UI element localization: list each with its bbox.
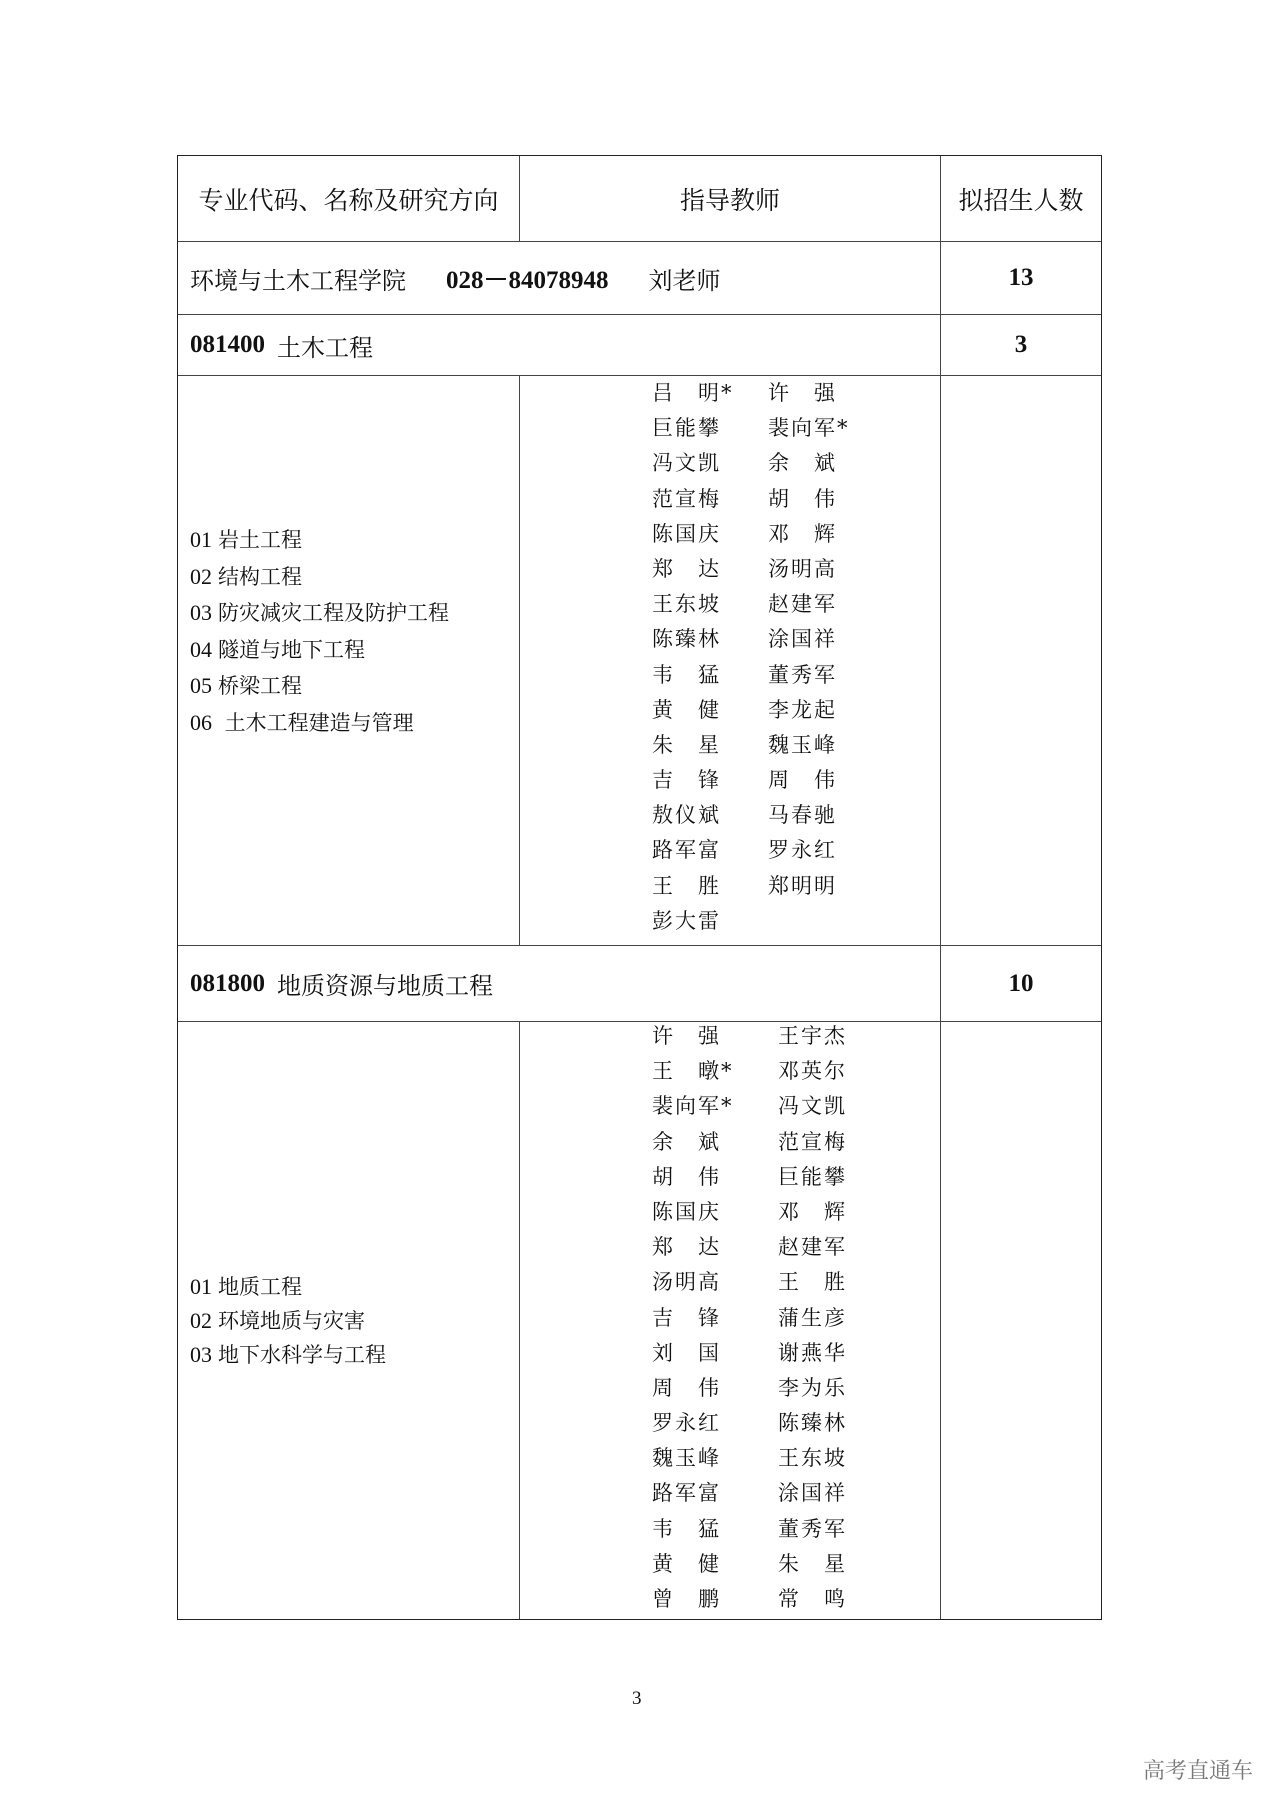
watermark: 高考直通车	[1143, 1759, 1254, 1784]
advisor-name: 马春驰	[768, 803, 837, 828]
advisor-row	[652, 1301, 847, 1336]
advisor-name: 常 鸣	[778, 1587, 847, 1611]
advisor-name: 董秀军	[768, 662, 837, 687]
direction-number: 04	[190, 636, 212, 662]
advisor-name: 朱 星	[652, 732, 721, 757]
advisor-name: 冯文凯	[778, 1094, 847, 1119]
advisor-name: 蒲生彦	[778, 1305, 847, 1330]
advisor-name: 王东坡	[652, 592, 721, 617]
direction-name: 岩土工程	[218, 528, 302, 552]
advisors-cell	[519, 1022, 940, 1619]
advisor-name: 汤明高	[652, 1270, 721, 1295]
advisor-row	[652, 1125, 847, 1160]
advisor-name: 胡 伟	[768, 486, 837, 511]
research-direction	[190, 595, 449, 632]
directions-cell	[178, 1022, 519, 1619]
advisor-name: 韦 猛	[652, 1516, 721, 1541]
advisor-name: 刘 国	[652, 1340, 721, 1365]
advisor-row	[652, 693, 850, 728]
advisor-name: 郑 达	[652, 556, 721, 581]
advisor-name: 许 强	[652, 1024, 721, 1048]
advisor-name: 王 暾*	[652, 1059, 734, 1084]
advisor-name: 王宇杰	[778, 1024, 847, 1048]
advisor-name: 曾 鹏	[652, 1587, 721, 1611]
header-major: 专业代码、名称及研究方向	[198, 185, 499, 215]
advisor-name: 吉 锋	[652, 768, 721, 793]
advisor-row	[652, 798, 850, 833]
advisor-name: 王东坡	[778, 1446, 847, 1471]
advisor-name: 朱 星	[778, 1551, 847, 1576]
advisor-name: 涂国祥	[768, 627, 837, 652]
advisor-name: 巨能攀	[652, 416, 721, 441]
research-direction	[190, 559, 449, 596]
advisor-name: 邓 辉	[778, 1199, 847, 1224]
research-direction	[190, 1304, 386, 1338]
college-name: 环境与土木工程学院	[190, 266, 406, 295]
header-advisors: 指导教师	[519, 156, 940, 241]
advisor-row	[652, 1441, 847, 1476]
page-number: 3	[632, 1688, 642, 1709]
college-info	[178, 242, 940, 314]
advisor-name: 陈国庆	[652, 1199, 721, 1224]
advisor-name: 路军富	[652, 838, 721, 863]
advisor-name: 巨能攀	[778, 1164, 847, 1189]
advisor-name: 魏玉峰	[768, 732, 837, 757]
count-cell-empty	[940, 376, 1101, 945]
advisor-name: 吕 明*	[652, 381, 734, 405]
major-row-geology	[178, 946, 1101, 1022]
advisor-row	[652, 517, 850, 552]
research-direction	[190, 1270, 386, 1304]
advisor-row	[652, 1230, 847, 1265]
advisor-row	[652, 1336, 847, 1371]
count-cell-empty	[940, 1022, 1101, 1619]
advisor-row	[652, 1406, 847, 1441]
direction-name: 地下水科学与工程	[218, 1343, 386, 1367]
advisor-name: 余 斌	[652, 1129, 721, 1154]
direction-name: 结构工程	[218, 564, 302, 589]
advisor-row	[652, 1265, 847, 1300]
advisor-row	[652, 833, 850, 868]
advisor-name: 陈臻林	[652, 627, 721, 652]
advisor-name: 冯文凯	[652, 451, 721, 476]
major-code: 081800	[190, 969, 265, 997]
advisor-row	[652, 1371, 847, 1406]
table-header-row	[178, 156, 1101, 242]
direction-number: 03	[190, 1342, 212, 1367]
advisor-name: 邓 辉	[768, 521, 837, 546]
advisor-row	[652, 1547, 847, 1582]
advisor-row	[652, 622, 850, 657]
direction-number: 01	[190, 1274, 212, 1299]
advisor-row	[652, 658, 850, 693]
direction-name: 土木工程建造与管理	[218, 710, 414, 735]
direction-name: 隧道与地下工程	[218, 637, 365, 662]
advisor-name: 王 胜	[778, 1270, 847, 1295]
research-direction	[190, 632, 449, 669]
major-name: 土木工程	[277, 333, 373, 362]
advisor-row	[652, 1160, 847, 1195]
advisor-name: 吉 锋	[652, 1305, 721, 1330]
advisor-name: 邓英尔	[778, 1059, 847, 1084]
research-direction	[190, 668, 449, 705]
advisor-row	[652, 587, 850, 622]
major-count: 3	[940, 315, 1101, 375]
advisor-row	[652, 904, 850, 939]
advisor-name: 许 强	[768, 381, 837, 405]
advisor-name: 范宣梅	[652, 486, 721, 511]
advisors-cell	[519, 376, 940, 945]
advisor-name: 李龙起	[768, 697, 837, 722]
advisor-name: 周 伟	[652, 1375, 721, 1400]
direction-number: 01	[190, 527, 212, 552]
enrollment-table	[177, 155, 1102, 1620]
college-row	[178, 242, 1101, 315]
direction-list	[190, 1270, 386, 1372]
advisor-row	[652, 1476, 847, 1511]
advisor-name: 李为乐	[778, 1375, 847, 1400]
advisor-name: 董秀军	[778, 1516, 847, 1541]
advisor-name: 路军富	[652, 1481, 721, 1506]
advisor-name: 赵建军	[778, 1235, 847, 1260]
advisor-name: 黄 健	[652, 697, 721, 722]
direction-number: 06	[190, 709, 212, 735]
research-direction	[190, 522, 449, 559]
advisor-name: 赵建军	[768, 592, 837, 617]
advisor-row	[652, 1054, 847, 1089]
advisor-name: 陈国庆	[652, 521, 721, 546]
advisor-name: 韦 猛	[652, 662, 721, 687]
advisor-name: 余 斌	[768, 451, 837, 476]
advisor-row	[652, 411, 850, 446]
college-count: 13	[940, 242, 1101, 314]
research-direction	[190, 705, 449, 742]
advisor-name: 涂国祥	[778, 1481, 847, 1506]
major-count: 10	[940, 946, 1101, 1021]
advisor-row	[652, 1195, 847, 1230]
advisor-row	[652, 446, 850, 481]
advisor-row	[652, 1582, 847, 1617]
advisor-name: 胡 伟	[652, 1164, 721, 1189]
advisor-row	[652, 1089, 847, 1124]
advisor-name: 罗永红	[652, 1411, 721, 1436]
advisor-name: 范宣梅	[778, 1129, 847, 1154]
advisor-name: 汤明高	[768, 556, 837, 581]
advisor-row	[652, 482, 850, 517]
direction-name: 防灾减灾工程及防护工程	[218, 601, 449, 625]
header-count: 拟招生人数	[940, 156, 1101, 241]
college-contact: 刘老师	[648, 266, 721, 295]
advisor-row	[652, 728, 850, 763]
research-direction	[190, 1338, 386, 1372]
advisor-name: 罗永红	[768, 838, 837, 863]
direction-number: 03	[190, 600, 212, 625]
direction-number: 02	[190, 1308, 212, 1333]
college-phone: 028－84078948	[446, 267, 609, 294]
directions-cell	[178, 376, 519, 945]
major-title	[178, 315, 940, 375]
major-row-civil	[178, 315, 1101, 376]
advisor-row	[652, 869, 850, 904]
direction-number: 05	[190, 673, 212, 698]
advisor-name: 郑 达	[652, 1235, 721, 1260]
advisor-name: 郑明明	[768, 873, 837, 898]
advisor-name: 裴向军*	[652, 1094, 734, 1119]
major-title	[178, 946, 940, 1021]
advisor-name: 王 胜	[652, 873, 721, 898]
advisor-name: 魏玉峰	[652, 1446, 721, 1471]
major-detail-geology	[178, 1022, 1101, 1619]
direction-name: 桥梁工程	[218, 674, 302, 698]
major-name: 地质资源与地质工程	[277, 972, 493, 1000]
major-detail-civil	[178, 376, 1101, 946]
advisor-row	[652, 763, 850, 798]
direction-name: 地质工程	[218, 1275, 302, 1299]
direction-list	[190, 522, 449, 741]
advisor-row	[652, 1019, 847, 1054]
major-code: 081400	[190, 331, 265, 358]
direction-number: 02	[190, 563, 212, 589]
advisor-row	[652, 376, 850, 411]
advisor-name: 周 伟	[768, 768, 837, 793]
advisor-list	[652, 1019, 847, 1617]
advisor-name: 敖仪斌	[652, 803, 721, 828]
advisor-row	[652, 1512, 847, 1547]
advisor-row	[652, 552, 850, 587]
advisor-list	[652, 376, 850, 939]
advisor-name: 黄 健	[652, 1551, 721, 1576]
direction-name: 环境地质与灾害	[218, 1309, 365, 1333]
advisor-name: 彭大雷	[652, 908, 721, 933]
advisor-name: 裴向军*	[768, 416, 850, 441]
advisor-name: 陈臻林	[778, 1411, 847, 1436]
advisor-name: 谢燕华	[778, 1340, 847, 1365]
